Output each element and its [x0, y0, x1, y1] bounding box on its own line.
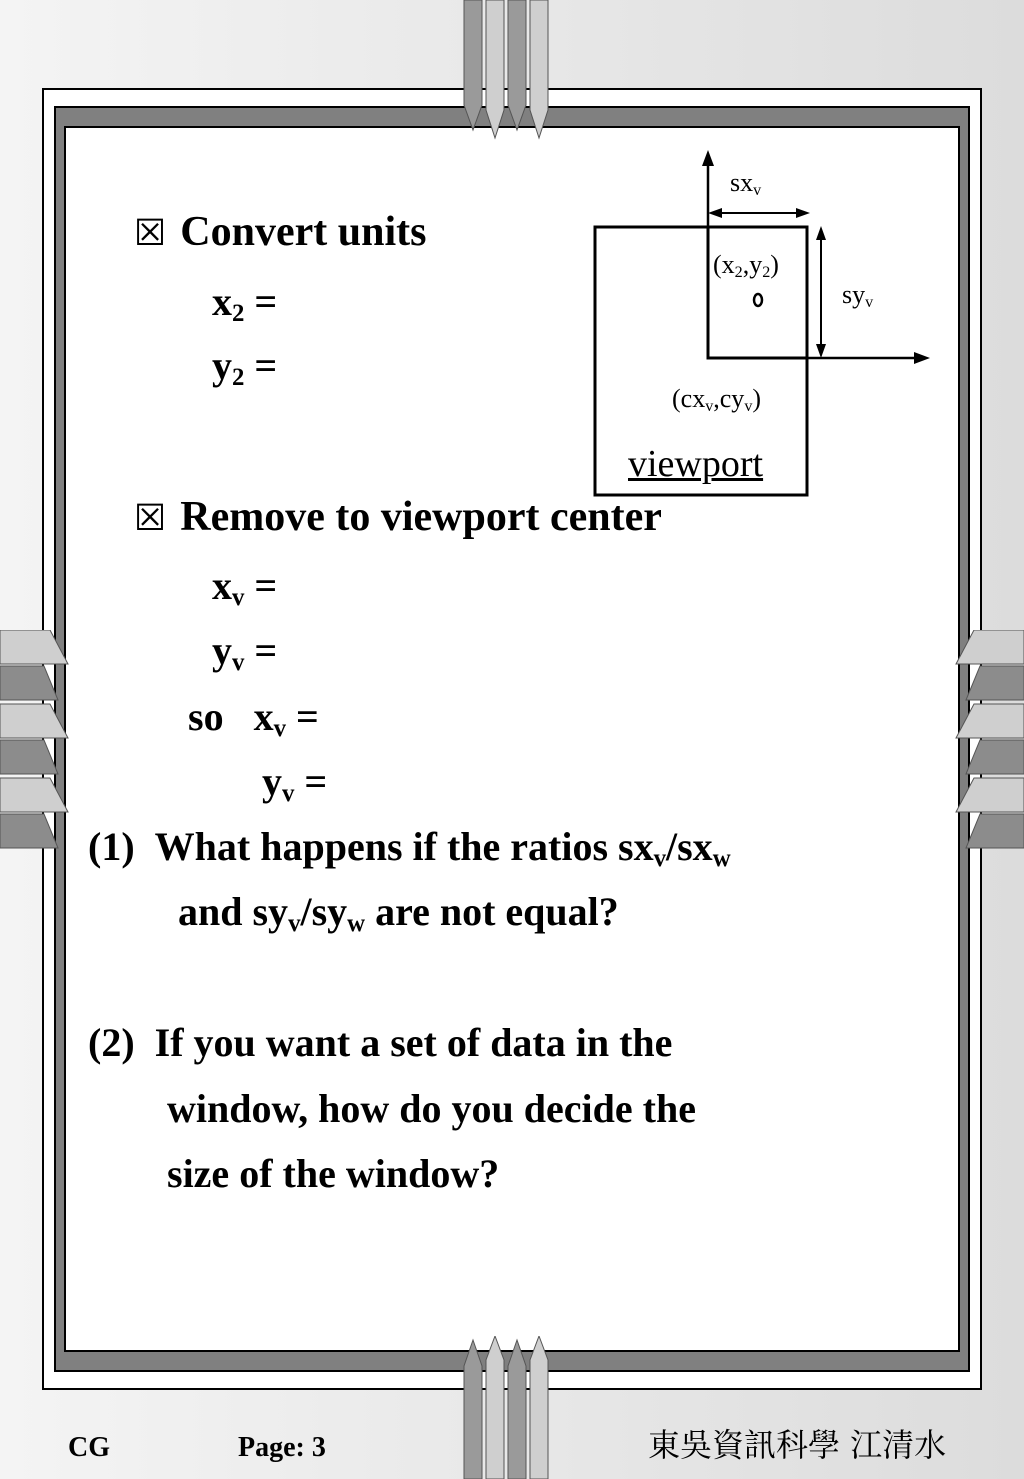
sx-right-arrow-icon: [796, 208, 810, 218]
equation-yv: $y_v$ =: [212, 628, 278, 677]
right-arrow-icon: [914, 352, 930, 364]
right-ornament: [954, 630, 1024, 850]
checkbox-icon: ☒: [134, 213, 167, 254]
equation-so-xv: so $x_v$ =: [188, 694, 319, 743]
center-label: $(cx_v,cy_v)$: [672, 384, 762, 416]
checkbox-icon: ☒: [134, 498, 167, 539]
bullet-remove-center-text: Remove to viewport center: [180, 494, 662, 540]
bullet-convert-units: [134, 208, 426, 256]
question-1-line-2: and $sy_v/sy_w$ are not equal?: [178, 889, 619, 938]
top-ornament: [460, 0, 564, 140]
question-1-line-1: (1) What happens if the ratios $sx_v/sx_w$: [88, 824, 731, 873]
left-ornament: [0, 630, 70, 850]
sy-top-arrow-icon: [816, 226, 826, 240]
point-label: $(x_2,y_2)$: [713, 250, 779, 282]
footer-author: 東吳資訊科學 江清水: [648, 1426, 947, 1464]
question-2-line-3: size of the window?: [167, 1151, 500, 1196]
footer-course: CG: [68, 1432, 110, 1463]
equation-x2: $x_2$ =: [212, 279, 278, 328]
footer-page-number: Page: 3: [238, 1432, 326, 1463]
question-2-line-1: (2) If you want a set of data in the: [88, 1020, 673, 1065]
bullet-convert-units-text: Convert units: [180, 209, 427, 255]
sy-label: $sy_v$: [842, 280, 874, 312]
sx-label: $sx_v$: [730, 168, 762, 200]
viewport-label: viewport: [628, 443, 764, 485]
point-marker: [754, 294, 762, 306]
equation-y2: $y_2$ =: [212, 343, 278, 392]
question-2-line-2: window, how do you decide the: [167, 1086, 696, 1131]
sx-left-arrow-icon: [708, 208, 722, 218]
bottom-ornament: [460, 1336, 564, 1479]
quadrant-rect: [708, 227, 807, 358]
sy-bottom-arrow-icon: [816, 344, 826, 358]
up-arrow-icon: [702, 150, 714, 166]
equation-xv: $x_v$ =: [212, 563, 278, 612]
equation-so-yv: $y_v$ =: [262, 759, 328, 808]
